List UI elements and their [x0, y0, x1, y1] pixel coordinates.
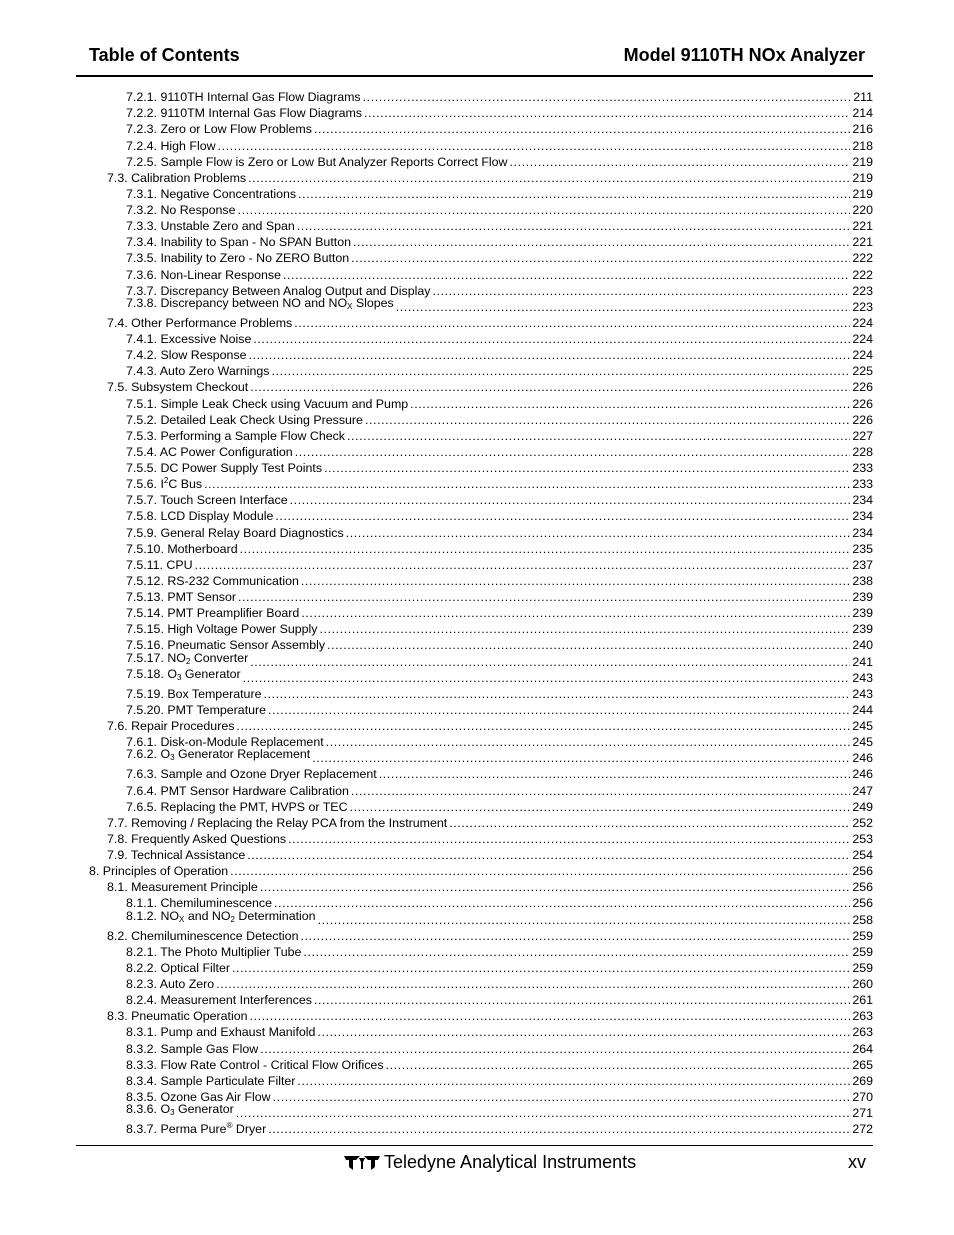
toc-entry-title: 7.5.6. $I^2C$ Bus: [126, 476, 203, 492]
toc-entry-title: 7.6. Repair Procedures: [107, 719, 235, 733]
toc-entry-leader: [274, 896, 850, 910]
toc-entry[interactable]: [0, 572, 954, 588]
toc-entry[interactable]: [0, 910, 954, 926]
toc-entry[interactable]: [0, 604, 954, 620]
toc-entry-title: 7.5.12. RS-232 Communication: [126, 573, 299, 588]
toc-entry-title: 7.2.2. 9110TM Internal Gas Flow Diagrams: [126, 106, 362, 121]
toc-entry-leader: [271, 364, 850, 378]
toc-entry-title: 7.5.15. High Voltage Power Supply: [126, 622, 318, 637]
toc-entry-title: 7.6.3. Sample and Ozone Dryer Replacement: [126, 767, 377, 782]
toc-entry-title: 7.2.5. Sample Flow is Zero or Low But Analyzer Reports Correct Flow: [126, 154, 508, 169]
toc-entry-leader: [249, 348, 851, 362]
toc-entry-title: 8.3.6. $O_3$ Generator: [126, 1102, 234, 1117]
toc-entry-leader: [236, 1106, 851, 1120]
toc-entry-leader: [248, 171, 850, 185]
toc-entry[interactable]: [0, 265, 954, 281]
page-footer: [0, 1150, 954, 1174]
toc-entry-title: 7.3. Calibration Problems: [107, 170, 247, 185]
toc-entry-page: 224: [852, 332, 873, 346]
toc-entry-leader: [273, 1090, 851, 1104]
toc-entry-leader: [301, 574, 850, 588]
toc-entry-page: 246: [852, 767, 873, 782]
toc-entry-page: 254: [852, 848, 873, 862]
toc-entry[interactable]: [0, 1039, 954, 1055]
toc-entry-title: 7.5.19. Box Temperature: [126, 686, 262, 701]
toc-entry-title: 7.4.3. Auto Zero Warnings: [126, 364, 270, 379]
toc-entry-page: 238: [852, 573, 873, 588]
toc-entry-title: 8.1.2. $NO_X$ and $NO_2$ Determination: [126, 908, 316, 924]
toc-entry-title: 7.2.3. Zero or Low Flow Problems: [126, 122, 312, 137]
toc-entry-title: 8.3.4. Sample Particulate Filter: [126, 1073, 296, 1088]
toc-entry-page: 269: [852, 1073, 873, 1088]
toc-entry[interactable]: [0, 104, 954, 120]
toc-entry-title: 7.5.9. General Relay Board Diagnostics: [126, 525, 344, 540]
toc-entry[interactable]: [0, 701, 954, 717]
toc-entry-page: 235: [852, 541, 873, 556]
toc-entry-title: 7.4.1. Excessive Noise: [126, 332, 252, 346]
toc-entry-page: 270: [852, 1089, 873, 1104]
toc-entry-leader: [314, 122, 850, 136]
toc-entry-leader: [318, 913, 851, 927]
toc-entry-page: 226: [852, 396, 873, 411]
footer-brand: Teledyne Analytical Instruments: [384, 1152, 637, 1172]
footer-divider: [76, 1145, 873, 1146]
toc-entry[interactable]: [0, 830, 954, 846]
toc-entry-page: 265: [852, 1057, 873, 1072]
toc-entry-title: 8.2.4. Measurement Interferences: [126, 993, 312, 1008]
toc-entry-leader: [218, 139, 851, 153]
toc-entry-page: 227: [852, 428, 873, 443]
toc-entry-leader: [295, 445, 851, 459]
toc-entry-leader: [238, 590, 850, 604]
toc-entry-title: 7.6.4. PMT Sensor Hardware Calibration: [126, 783, 349, 798]
toc-entry-leader: [260, 880, 850, 894]
toc-entry-leader: [243, 671, 851, 685]
toc-entry[interactable]: [0, 330, 954, 346]
toc-entry[interactable]: [0, 666, 954, 685]
toc-entry-title: 7.5.8. LCD Display Module: [126, 509, 274, 524]
toc-entry-title: 7.5.1. Simple Leak Check using Vacuum and Pump: [126, 396, 409, 411]
toc-entry-leader: [230, 864, 850, 878]
header-divider: [76, 75, 873, 77]
toc-entry-title: 7.5.18. $O_3$ Generator: [126, 666, 241, 682]
toc-entry-page: 247: [852, 783, 873, 798]
toc-entry[interactable]: [0, 233, 954, 249]
toc-entry-title: 7.5. Subsystem Checkout: [107, 380, 249, 395]
toc-entry-leader: [236, 719, 850, 733]
toc-entry-leader: [195, 558, 851, 572]
toc-entry-leader: [303, 945, 850, 959]
toc-entry[interactable]: [0, 169, 954, 185]
toc-entry-title: 8.2. Chemiluminescence Detection: [107, 928, 299, 943]
toc-entry[interactable]: [0, 765, 954, 781]
toc-entry-leader: [297, 219, 851, 233]
toc-entry-page: 223: [852, 299, 873, 314]
toc-entry-title: 7.5.5. DC Power Supply Test Points: [126, 461, 323, 475]
toc-entry-leader: [327, 638, 850, 652]
toc-entry-page: 259: [852, 928, 873, 943]
toc-entry[interactable]: [0, 1072, 954, 1088]
toc-entry-page: 258: [852, 912, 873, 927]
toc-entry[interactable]: [0, 475, 954, 491]
toc-entry[interactable]: [0, 523, 954, 539]
toc-entry[interactable]: [0, 781, 954, 797]
toc-entry-page: 211: [853, 90, 873, 105]
toc-entry-page: 264: [852, 1041, 873, 1056]
toc-entry[interactable]: [0, 153, 954, 169]
toc-entry[interactable]: [0, 295, 954, 314]
toc-entry-leader: [268, 1122, 850, 1136]
toc-entry-leader: [250, 1009, 851, 1023]
toc-entry-title: 8.2.1. The Photo Multiplier Tube: [126, 944, 302, 959]
toc-entry-leader: [288, 832, 850, 846]
toc-entry-title: 7.5.20. PMT Temperature: [126, 702, 267, 717]
toc-entry-title: 7.5.7. Touch Screen Interface: [126, 493, 288, 508]
toc-entry-page: 244: [852, 702, 873, 717]
toc-entry-page: 252: [852, 815, 873, 830]
toc-entry-page: 237: [852, 557, 873, 572]
toc-entry-page: 261: [852, 993, 873, 1008]
toc-entry-leader: [386, 1058, 851, 1072]
toc-entry-page: 253: [852, 831, 873, 846]
toc-entry-leader: [290, 493, 851, 507]
toc-entry-leader: [346, 526, 851, 540]
toc-entry-leader: [510, 155, 851, 169]
toc-entry-page: 223: [852, 283, 873, 298]
toc-entry-page: 243: [852, 686, 873, 701]
toc-entry-title: 7.3.1. Negative Concentrations: [126, 186, 297, 201]
toc-entry[interactable]: [0, 1007, 954, 1023]
toc-entry-page: 224: [852, 348, 873, 363]
toc-entry-title: 7.5.16. Pneumatic Sensor Assembly: [126, 638, 326, 653]
toc-entry-page: 219: [852, 154, 873, 169]
toc-entry-page: 221: [852, 235, 873, 250]
toc-entry-page: 259: [852, 944, 873, 959]
toc-entry-page: 226: [852, 380, 873, 395]
toc-entry-page: 239: [852, 606, 873, 621]
toc-entry[interactable]: [0, 362, 954, 378]
toc-entry-page: 239: [852, 622, 873, 637]
toc-entry-leader: [326, 735, 851, 749]
toc-entry-leader: [300, 929, 850, 943]
toc-entry-title: 8.3. Pneumatic Operation: [107, 1009, 248, 1024]
toc-entry-page: 226: [852, 412, 873, 427]
toc-entry-page: 221: [852, 219, 873, 234]
toc-entry-title: 7.3.3. Unstable Zero and Span: [126, 219, 295, 234]
toc-entry-leader: [301, 606, 850, 620]
toc-entry-leader: [275, 509, 850, 523]
toc-entry-leader: [240, 542, 851, 556]
toc-entry-page: 245: [852, 735, 873, 750]
toc-entry[interactable]: [0, 378, 954, 394]
toc-entry-title: 8.3.7. Perma Pure® Dryer: [126, 1121, 267, 1137]
toc-entry-leader: [353, 235, 850, 249]
toc-entry-title: 7.3.2. No Response: [126, 203, 236, 217]
toc-entry[interactable]: [0, 120, 954, 136]
toc-entry-title: 8.1.1. Chemiluminescence: [126, 896, 273, 911]
toc-entry[interactable]: [0, 411, 954, 427]
toc-entry-leader: [347, 429, 850, 443]
toc-entry-page: 272: [852, 1122, 873, 1137]
toc-entry-title: 7.5.4. AC Power Configuration: [126, 444, 293, 459]
toc-entry-leader: [432, 284, 850, 298]
toc-entry-leader: [298, 187, 850, 201]
toc-entry-page: 234: [852, 525, 873, 540]
toc-entry-page: 222: [852, 251, 873, 266]
toc-entry-title: 7.6.2. $O_3$ Generator Replacement: [126, 747, 311, 763]
toc-entry[interactable]: [0, 136, 954, 152]
footer-page-number: xv: [848, 1152, 866, 1172]
toc-entry-page: 240: [852, 638, 873, 653]
toc-entry-page: 222: [852, 267, 873, 282]
toc-entry[interactable]: [0, 314, 954, 330]
toc-entry-title: 7.2.1. 9110TH Internal Gas Flow Diagrams: [126, 90, 361, 105]
toc-entry-title: 7.5.10. Motherboard: [126, 541, 238, 556]
toc-entry-leader: [449, 816, 850, 830]
toc-entry-page: 234: [852, 493, 873, 508]
toc-entry-title: 8.1. Measurement Principle: [107, 880, 258, 895]
toc-entry[interactable]: [0, 717, 954, 733]
toc-entry[interactable]: [0, 201, 954, 217]
toc-entry[interactable]: [0, 427, 954, 443]
toc-entry-title: 8.2.3. Auto Zero: [126, 977, 215, 991]
toc-entry-leader: [238, 203, 851, 217]
toc-entry-leader: [260, 1042, 850, 1056]
toc-entry-title: 8.3.5. Ozone Gas Air Flow: [126, 1089, 271, 1104]
toc-entry-page: 233: [852, 477, 873, 492]
toc-entry-title: 8.3.3. Flow Rate Control - Critical Flow Orifices: [126, 1057, 384, 1072]
toc-entry-leader: [216, 977, 850, 991]
toc-entry[interactable]: [0, 459, 954, 475]
toc-entry[interactable]: [0, 959, 954, 975]
toc-entry[interactable]: [0, 975, 954, 991]
toc-entry[interactable]: [0, 943, 954, 959]
toc-entry[interactable]: [0, 620, 954, 636]
toc-entry[interactable]: [0, 814, 954, 830]
toc-entry[interactable]: [0, 927, 954, 943]
header-left-title: Table of Contents: [89, 45, 240, 65]
toc-entry-leader: [253, 332, 850, 346]
toc-entry-title: 7.3.4. Inability to Span - No SPAN Button: [126, 235, 351, 250]
toc-entry-title: 7.5.11. CPU: [126, 557, 193, 572]
toc-entry-leader: [396, 300, 851, 314]
toc-entry[interactable]: [0, 846, 954, 862]
toc-entry-title: 7.6.5. Replacing the PMT, HVPS or TEC: [126, 799, 348, 814]
toc-entry-page: 249: [852, 799, 873, 814]
toc-entry[interactable]: [0, 540, 954, 556]
toc-entry-title: 7.9. Technical Assistance: [107, 848, 246, 862]
toc-entry-page: 241: [852, 654, 873, 669]
toc-entry-title: 7.5.3. Performing a Sample Flow Check: [126, 428, 345, 443]
toc-entry-leader: [351, 784, 850, 798]
toc-entry-leader: [364, 106, 850, 120]
teledyne-logo-icon: [344, 1153, 380, 1171]
toc-entry-title: 7.3.5. Inability to Zero - No ZERO Button: [126, 251, 350, 266]
toc-entry-title: 8.3.1. Pump and Exhaust Manifold: [126, 1025, 316, 1040]
toc-entry[interactable]: [0, 556, 954, 572]
toc-entry-title: 8. Principles of Operation: [89, 864, 229, 879]
toc-entry-page: 228: [852, 444, 873, 459]
toc-entry-page: 224: [852, 315, 873, 330]
toc-entry-page: 234: [852, 509, 873, 524]
toc-entry-leader: [263, 687, 850, 701]
toc-entry-page: 256: [852, 880, 873, 895]
toc-entry-page: 271: [852, 1106, 873, 1120]
toc-entry-page: 260: [852, 977, 873, 991]
toc-entry-title: 7.7. Removing / Replacing the Relay PCA from the Instrument: [107, 815, 448, 830]
toc-entry[interactable]: [0, 88, 954, 104]
toc-entry-page: 218: [852, 138, 873, 153]
toc-entry-page: 263: [852, 1025, 873, 1040]
toc-entry-page: 243: [852, 670, 873, 685]
toc-entry[interactable]: [0, 346, 954, 362]
toc-entry[interactable]: [0, 1120, 954, 1136]
toc-entry[interactable]: [0, 491, 954, 507]
toc-entry-leader: [247, 848, 850, 862]
table-of-contents: [0, 88, 954, 1136]
toc-entry-leader: [379, 767, 851, 781]
toc-entry-leader: [250, 380, 850, 394]
toc-entry[interactable]: [0, 1056, 954, 1072]
toc-entry[interactable]: [0, 394, 954, 410]
toc-entry-page: 219: [852, 186, 873, 201]
toc-entry-leader: [268, 703, 850, 717]
toc-entry-title: 7.5.13. PMT Sensor: [126, 590, 236, 604]
toc-entry-page: 219: [852, 170, 873, 185]
toc-entry-title: 7.4. Other Performance Problems: [107, 315, 293, 330]
toc-entry[interactable]: [0, 798, 954, 814]
toc-entry-page: 246: [852, 751, 873, 766]
toc-entry-page: 216: [852, 122, 873, 137]
toc-entry-leader: [283, 268, 850, 282]
toc-entry-leader: [363, 90, 852, 104]
toc-entry[interactable]: [0, 217, 954, 233]
toc-entry[interactable]: [0, 185, 954, 201]
toc-entry-leader: [350, 800, 851, 814]
toc-entry-title: 7.2.4. High Flow: [126, 138, 216, 153]
toc-entry-title: 7.5.17. $NO_2$ Converter: [126, 650, 249, 666]
toc-entry[interactable]: [0, 1104, 954, 1120]
toc-entry-page: 256: [852, 896, 873, 911]
toc-entry-title: 7.3.8. Discrepancy between NO and $NO_X$ Slopes: [126, 295, 394, 311]
toc-entry[interactable]: [0, 1023, 954, 1039]
toc-entry-page: 259: [852, 960, 873, 975]
toc-entry-leader: [351, 251, 850, 265]
toc-entry-leader: [324, 461, 850, 475]
toc-entry[interactable]: [0, 249, 954, 265]
toc-entry-page: 225: [852, 364, 873, 379]
toc-entry-title: 8.2.2. Optical Filter: [126, 960, 230, 975]
toc-entry[interactable]: [0, 878, 954, 894]
toc-entry-title: 7.3.6. Non-Linear Response: [126, 267, 281, 282]
toc-entry-leader: [365, 413, 850, 427]
toc-entry[interactable]: [0, 443, 954, 459]
toc-entry-leader: [204, 477, 850, 491]
toc-entry-title: 7.4.2. Slow Response: [126, 348, 247, 363]
toc-entry-leader: [312, 751, 850, 765]
toc-entry-leader: [320, 622, 851, 636]
toc-entry-leader: [317, 1025, 850, 1039]
header-right-title: Model 9110TH NOx Analyzer: [623, 45, 865, 65]
toc-entry-page: 263: [852, 1009, 873, 1024]
toc-entry-leader: [250, 655, 850, 669]
toc-entry-title: 7.5.2. Detailed Leak Check Using Pressure: [126, 412, 363, 427]
toc-entry[interactable]: [0, 749, 954, 765]
toc-entry-leader: [232, 961, 850, 975]
toc-entry-leader: [410, 397, 850, 411]
toc-entry-leader: [314, 993, 850, 1007]
toc-entry-page: 214: [852, 106, 873, 121]
toc-entry-page: 233: [852, 461, 873, 475]
toc-entry-page: 220: [852, 203, 873, 217]
toc-entry-leader: [297, 1074, 850, 1088]
toc-entry-title: 7.3.7. Discrepancy Between Analog Output and Display: [126, 283, 431, 298]
toc-entry[interactable]: [0, 862, 954, 878]
toc-entry-page: 256: [852, 864, 873, 879]
toc-entry-title: 7.5.14. PMT Preamplifier Board: [126, 606, 300, 621]
toc-entry-page: 245: [852, 719, 873, 733]
toc-entry-title: 7.6.1. Disk-on-Module Replacement: [126, 735, 324, 750]
toc-entry[interactable]: [0, 685, 954, 701]
toc-entry[interactable]: [0, 507, 954, 523]
toc-entry-title: 8.3.2. Sample Gas Flow: [126, 1041, 259, 1056]
toc-entry-title: 7.8. Frequently Asked Questions: [107, 831, 287, 846]
toc-entry-page: 239: [852, 590, 873, 604]
toc-entry[interactable]: [0, 588, 954, 604]
toc-entry-leader: [294, 316, 850, 330]
toc-entry[interactable]: [0, 991, 954, 1007]
